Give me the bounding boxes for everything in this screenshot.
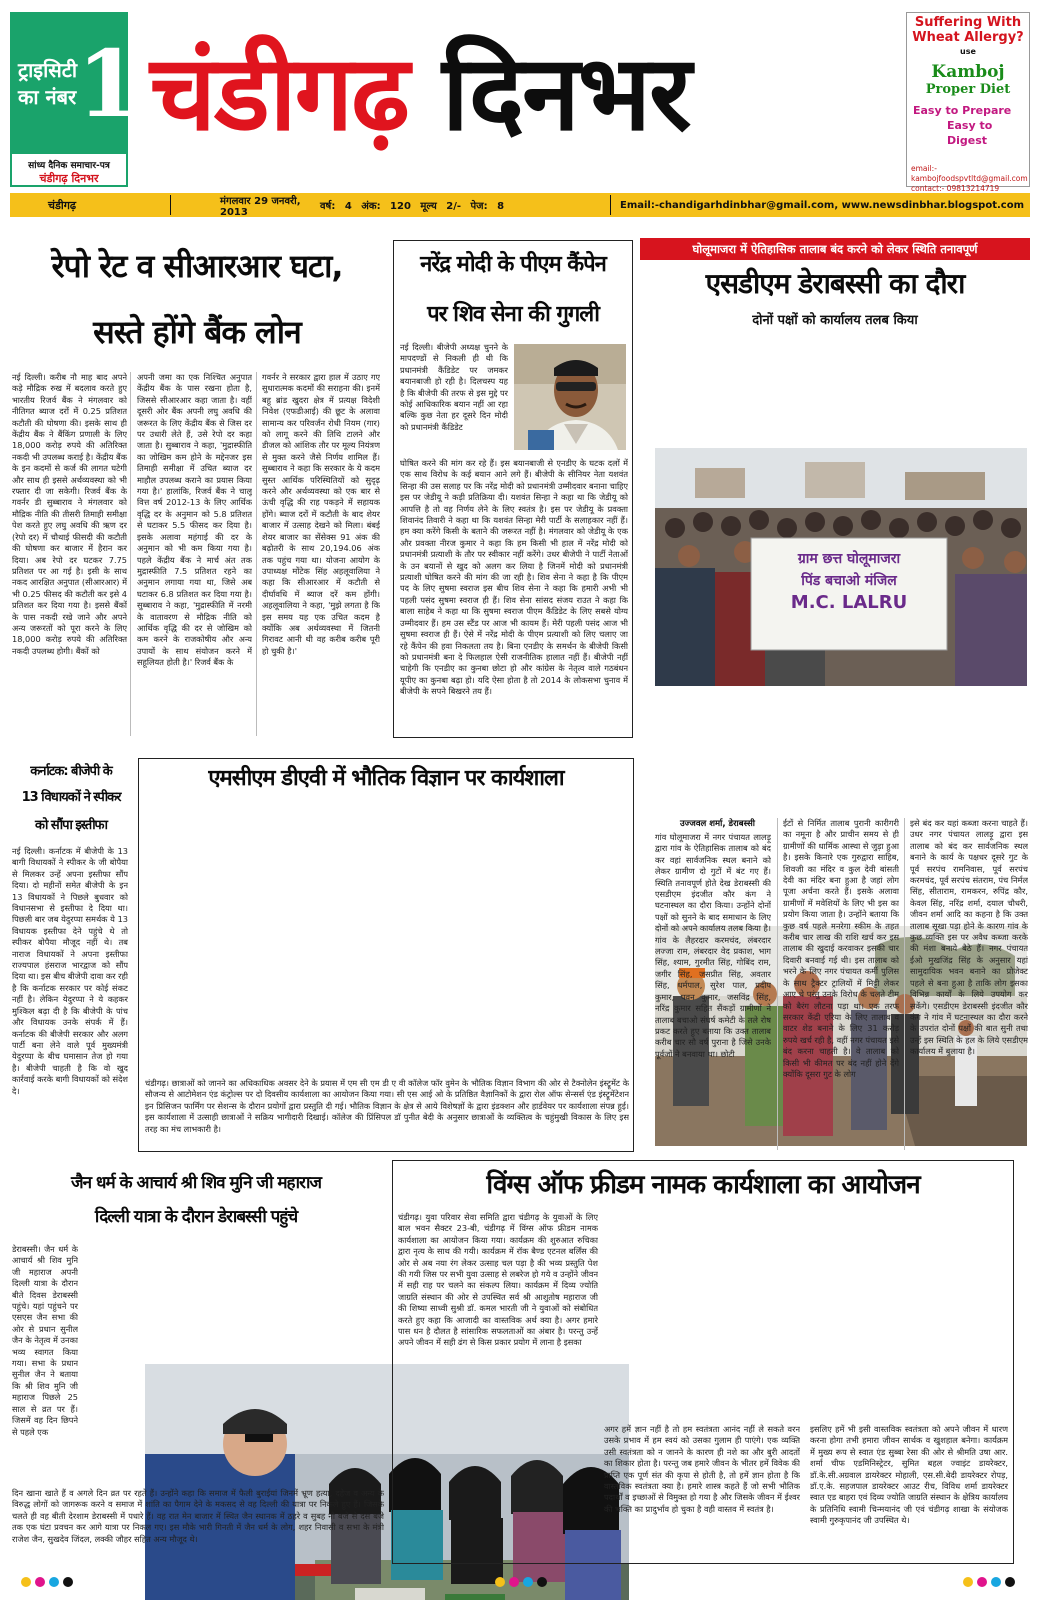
column-rule [904,818,905,1150]
strip-divider [170,195,171,215]
strip-issue-meta: वर्ष: 4 अंक: 120 मूल्य 2/- पेज: 8 [320,201,505,212]
repo-headline-line1: रेपो रेट व सीआरआर घटा, [51,247,343,285]
strip-divider [610,195,611,215]
column-rule [256,372,257,736]
title-chandigarh: चंडीगढ़ [150,32,408,154]
dav-caption: चंडीगढ़। छात्राओं को जानने का अधिकाधिक अवसर देने के प्रयास में एम सी एम डी ए वी कॉलेज फॉर वुमेन के भौतिक विज्ञान विभाग की ओर से टैक्नोलेन इंस्ट्रूमेंट के सौजन्य से आटोमेशन एंड कंट्रोल्स पर दो दिवसीय कार्यशाला का आयोजन किया गया। सी एस आई ओ के प्रतिष्ठित वैज्ञानिकों के द्वारा रोल ऑफ सेन्सर्स एंड इंस्ट्रूमेंटेशन इन प्रिसिजन फार्मिंग पर सेशन्स के दौरान प्रयोगों द्वारा प्रस्तुति दी गई। भौतिक विज्ञान के क्षेत्र से आये विशेषज्ञों के द्वारा इंडक्शन और हार्डवेयर पर कार्यशाला संपन्न हुई। इस कार्यशाला में उत्साही छात्राओं ने सक्रिय भागीदारी दिखाई। कॉलेज की प्रिंसिपल डॉ पुनीत बेदी के अनुसार छात्राओं के व्यक्तित्व के चहुंमुखी विकास के लिए इस तरह का मंच लाभकारी है। [145,1078,629,1134]
jain-headline-line1: जैन धर्म के आचार्य श्री शिव मुनि जी महाराज [71,1173,321,1193]
dera-column-2: ईटों से निर्मित तालाब पुरानी कारीगरी का नमूना है और प्राचीन समय से ही ग्रामीणों की धार्मिक आस्था से जुड़ा हुआ है। इसके किनारे एक गुरुद्वारा साहिब, शिवजी का मंदिर व कुल देवी बांसती देवी का मंदिर बना हुआ है जहां लोग पूजा अर्चना करते हैं। इसके अलावा ग्रामीणों में मवेशियों के लिए भी इस का प्रयोग किया जाता है। उन्होंने बताया कि कुछ वर्ष पहले मनरेगा स्कीम के तहत करीब चार लाख की राशि खर्च कर इस तालाब की खुदाई करवाकर इसकी चार दिवारी बनवाई गई थी। इस तालाब को भरने के लिए नगर पंचायत कर्मी पुलिस के साथ ट्रैक्टर ट्रालियों में मिट्टी लेकर आए थे परंतु उनके विरोध के चलते टीम को बैरंग लौटना पड़ा था। एक तरफ सरकार केंद्री एरिया के लिए तालाब व वाटर शेड बनाने के लिए 31 करोड़ रुपये खर्च रही है, वहीं नगर पंचायत इसे बंद करना चाहती है। वे तालाब को किसी भी कीमत पर बंद नहीं होने देंगे क्योंकि दूसरा गुट के लोग [783,818,899,1079]
dera-kicker: घोलूमाजरा में ऐतिहासिक तालाब बंद करने को लेकर स्थिति तनावपूर्ण [640,238,1030,260]
badge-paper-name: चंडीगढ़ दिनभर [39,172,99,185]
strip-date: मंगलवार 29 जनवरी, 2013 [220,195,301,218]
wings-headline: विंग्स ऑफ फ्रीडम नामक कार्यशाला का आयोजन [486,1170,920,1200]
jain-headline-line2: दिल्ली यात्रा के दौरान डेराबस्सी पहुंचे [94,1207,298,1227]
sanjay-raut-photo [514,344,626,450]
trichity-number-one-badge [10,12,142,187]
column-rule [777,818,778,1150]
wings-column-1: चंडीगढ़। युवा परिवार सेवा समिति द्वारा चंडीगढ़ के युवाओं के लिए बाल भवन सैक्टर 23-बी, चंडीगढ़ में विंग्स ऑफ फ्रीडम नामक कार्यशाला का आयोजन किया गया। कार्यक्रम की शुरुआत रुचिका द्वारा नृत्य के साथ की गयी। कार्यक्रम में रॉक बैण्ड एटनल बर्लिंस की ओर से अब नया रंग लेकर उत्साह चल पड़ा है की भव्य प्रस्तुति पेश की गयी जिस पर सभी युवा उत्साह से लबरेज हो गये व उन्होंने जीवन में सही राह पर चलने का संकल्प लिया। कार्यक्रम में दिव्य ज्योति जाग्रति संस्थान की ओर से उपस्थित सर्व श्री आशुतोष महाराज जी की शिष्या साध्वी सुश्री डॉ. कमल भारती जी ने युवाओं को संबोधित करते हुए कहा कि आजादी का वास्तविक अर्थ क्या है। अगर हमारे पास धन है दौलत है सांसारिक सफलताओं का अंबार है। परन्तु उन्हें अपने जीवन में सही ढंग से किस प्रकार प्रयोग में लाना है इसका [398,1212,598,1348]
modi-intro: नई दिल्ली। बीजेपी अध्यक्ष चुनने के मापदण्डों से निकली ही थी कि प्रधानमंत्री कैंडिडेट पर जमकर बयानबाजी हो रही है। दिलचस्प यह है कि बीजेपी की तरफ से इस मुद्दे पर कोई आधिकारिक बयान नहीं आ रहा बल्कि कुछ नेता हर दूसरे दिन मोदी को प्रधानमंत्री कैंडिडेट [400,342,508,432]
jain-bottom-text: दिन खाना खाते हैं व अगले दिन व्रत पर रहते हैं। उन्होंने कहा कि समाज में फैली बुराईयां जिनमें भ्रूण हत्या, दहेज व अन्य के विरुद्ध लोगों को जागरूक करने व समाज में शांति का पैगाम देने के मकसद से वह दिल्ली की यात्रा पर निकले हुए हैं। जिसके चलते ही वह बीती देरशाम डेराबस्सी में पधारे हैं। वह रात मेन बाजार में स्थित जैन स्थानक में ठहरे व सुबह नौ बजे से दस बजे तक एक घंटा प्रवचन कर आगे यात्रा पर निकल गए। इस मौके भारी गिनती में जैन धर्म के लोग, शहर निवासी व सभा के मंत्री राजेश जैन, सुखदेव जिंदल, लक्की जौहर सहित अन्य मौजूद थे। [12,1488,384,1544]
date-strip [10,193,1030,217]
ad-tag-prepare: Easy to Prepare [913,104,1012,117]
repo-column-3: गवर्नर ने सरकार द्वारा हाल में उठाए गए सुधारात्मक कदमों की सराहना की। इनमें बहु ब्रांड खुदरा क्षेत्र में प्रत्यक्ष विदेशी निवेश (एफडीआई) की छूट के अलावा सामान्य कर परिवर्जन रोधी नियम (गार) को लागू करने की तिथि टालने और डीजल को आंशिक तौर पर मूल्य नियंत्रण से मुक्त करने जैसे निर्णय शामिल हैं। सुब्बाराव ने कहा कि सरकार के ये कदम सुस्त आर्थिक परिस्थितियों को सुदृढ़ करने और अर्थव्यवस्था को एक बार से ऊंची वृद्धि की राह पकड़ने में सहायक होंगे। ब्याज दरों में कटौती के बाद शेयर बाजार में उत्साह देखने को मिला। बंबई शेयर बाजार का सेंसेक्स 91 अंक की बढ़ोतरी के साथ 20,194.06 अंक तक पहुंच गया था। योजना आयोग के उपाध्यक्ष मोंटेक सिंह अहलूवालिया ने कहा कि सीआरआर में कटौती से दीर्घावधि में ब्याज दरें कम होंगी। अहलूवालिया ने कहा, 'मुझे लगता है कि इस समय यह एक उचित कदम है क्योंकि अब अर्थव्यवस्था में जितनी गिरावट आनी थी वह करीब करीब पूरी हो चुकी है।' [262,372,380,656]
dav-headline: एमसीएम डीएवी में भौतिक विज्ञान पर कार्यशाला [208,766,564,791]
banner-text-line3: M.C. LALRU [790,592,908,613]
badge-words: ट्राइसिटी का नंबर [18,58,78,109]
karnataka-headline-line2: 13 विधायकों ने स्पीकर [21,790,121,805]
dera-byline: उज्जवल शर्मा, डेराबस्सी [680,819,755,829]
modi-headline-line1: नरेंद्र मोदी के पीएम कैंपेन [420,252,606,277]
ad-contact: contact:- 09813214719 [911,184,1000,193]
karnataka-body: नई दिल्ली। कर्नाटक में बीजेपी के 13 बागी विधायकों ने स्पीकर के जी बोपैया से मिलकर उन्हें अपना इस्तीफा सौंप दिया। दो महीनों समेत बीजेपी के इन 13 विधायकों ने पिछले बुधवार को विधानसभा से इस्तीफा दे दिया था। पिछली बार जब येदुरप्पा समर्थक ये 13 विधायक इस्तीफा देने पहुंचे थे तो स्पीकर बोपैया मौजूद नहीं थे। तब नाराज विधायकों ने अपना इस्तीफा राज्यपाल हंसराज भारद्वाज को सौंप दिया था। इस बीच बीजेपी दावा कर रही है कि कर्नाटक सरकार पर कोई संकट नहीं है। लेकिन येदुरप्पा ने ये कहकर मुश्किल बढ़ा दी है कि बीजेपी के पांच और विधायक उनके संपर्क में हैं। कर्नाटक की बीजेपी सरकार और अलग पार्टी बना लेने वाले पूर्व मुख्यमंत्री येदुरप्पा के बीच घमासान तेज हो गया है। बीजेपी चाहती है कि वो खुद कार्रवाई करके बागी विधायकों को संदेश दे। [12,846,128,1096]
modi-headline-line2: पर शिव सेना की गुगली [427,302,599,327]
dera-headline: एसडीएम डेराबस्सी का दौरा [705,267,965,300]
banner-text-line1: ग्राम छत्त घोलूमाजरा [797,551,901,567]
strip-city: चंडीगढ़ [48,198,77,212]
ad-headline: Suffering With Wheat Allergy? [912,15,1024,45]
dera-column-3: इसे बंद कर यहां कब्जा करना चाहते हैं। उधर नगर पंचायत लालड़ू द्वारा इस तालाब को बंद कर सार्वजनिक स्थल बनाने के कार्य के पक्षधर दूसरे गुट के पूर्व सरपंच रामनिवास, पूर्व सरपंच करमचंद, पूर्व सरपंच संतराम, पंच निर्मल सिंह, सीताराम, रामकरन, रुपिंद्र कौर, केवल सिंह, नरिंद्र शर्मा, दयाल चौधरी, जीवन शर्मा आदि का कहना है कि उक्त तालाब सूखा पड़ा होने के कारण गांव के कुछ व्यक्ति इस पर अवैध कब्जा करके की मंशा बनाये बैठे हैं। नगर पंचायत ईओ मुखजिंद्र सिंह के अनुसार यहां सामुदायिक भवन बनाने का प्रोजेक्ट पहले से बना हुआ है ताकि लोग इसका विभिन्न कार्यों के लिये उपयोग कर सकेंगे। एसडीएम डेराबस्सी इंदजीत कौर कंग ने गांव में घटनास्थल का दौरा करने के उपरांत दोनों पक्षों की बात सुनी तथा उन्हें इस स्थिति के हल के लिये एसडीएम कार्यालय में बुलाया है। [910,818,1028,1057]
protest-photo [655,448,1027,686]
newspaper-title [150,28,880,158]
badge-subtitle: सांध्य दैनिक समाचार-पत्र [28,161,110,171]
repo-column-1: नई दिल्ली। करीब नौ माह बाद अपने कड़े मौद्रिक रुख में बदलाव करते हुए भारतीय रिजर्व बैंक ने मंगलवार को नीतिगत ब्याज दरों में 0.25 प्रतिशत कटौती की घोषणा की। इसके साथ ही केंद्रीय बैंक ने बैंकिंग प्रणाली के लिए 18,000 करोड़ रुपये की अतिरिक्त नकदी भी उपलब्ध कराई है। केंद्रीय बैंक के इन कदमों से कर्ज की लागत घटेगी और साथ ही इससे अर्थव्यवस्था को भी रफ्तार दी जा सकेगी। रिजर्व बैंक के गवर्नर डी सुब्बाराव ने मंगलवार को मौद्रिक नीति की तीसरी तिमाही समीक्षा पेश करते हुए लघु अवधि की ऋण दर (रेपो दर) में चौथाई फीसदी की कटौती की घोषणा कर बाजार में हैरान कर दिया। अब रेपो दर घटकर 7.75 प्रतिशत पर आ गई है। इसी के साथ नकद आरक्षित अनुपात (सीआरआर) में भी 0.25 फीसद की कटौती कर इसे 4 प्रतिशत कर दिया गया है। इससे बैंकों के पास नकदी रखे जाने और अपने अन्य जरूरतों को पूरा करने के लिए 18,000 करोड़ रुपये की अतिरिक्त नकदी उपलब्ध होगी। बैंकों को [12,372,127,656]
dera-column-1: गांव घोलूमाजरा में नगर पंचायत लालड़ू द्वारा गांव के ऐतिहासिक तालाब को बंद कर वहां सार्वजनिक स्थल बनाने को लेकर ग्रामीण दो गुटों में बंट गए हैं। स्थिति तनावपूर्ण होते देख डेराबस्सी की एसडीएम इंदजीत कौर कंग ने घटनास्थल का दौरा किया। उन्होंने दोनों पक्षों को सुनने के बाद समाधान के लिए दोनों को अपने कार्यालय तलब किया है। गांव के लैहरदार करमचंद, लंबरदार लज्जा राम, लंबरदार वेद प्रकाश, भाग सिंह, श्याम, गुरमीत सिंह, गोबिंद राम, जगीर सिंह, जसप्रीत सिंह, अवतार सिंह, धर्मपाल, सुरेश पाल, प्रदीप कुमार, पवन कुमार, जसविंद्र सिंह, नरिंद्र कुमार सहित सैंकड़ों ग्रामीणों ने तालाब बचाओ संघर्ष कमेटी के तले रोष प्रकट करते हुए बताया कि उक्त तालाब करीब चार सौ वर्ष पुराना है जिसे उनके पूर्वजों ने बनवाया था। छोटी [655,832,771,1059]
karnataka-headline-line1: कर्नाटक: बीजेपी के [30,764,112,779]
registration-marks [0,1572,1039,1592]
repo-headline-line2: सस्ते होंगे बैंक लोन [93,313,301,351]
badge-number: 1 [77,30,142,138]
modi-body: घोषित करने की मांग कर रहे हैं। इस बयानबाजी से एनडीए के घटक दलों में एक साथ विरोध के कई बयान आने लगे हैं। बीजेपी के सीनियर नेता यशवंत सिन्हा की उस सलाह पर कि नरेंद्र मोदी को प्रधानमंत्री उम्मीदवार बनाना चाहिए इस पर जेडीयू ने कड़ी प्रतिक्रिया दी। यशवंत सिन्हा ने कहा था कि जेडीयू को आपत्ति है तो वह निर्णय लेने के लिए स्वतंत्र है। इस पर जेडीयू के प्रवक्ता शिवानंद तिवारी ने कहा था कि यशवंत सिन्हा मेरी पार्टी के सलाहकार नहीं हैं। हम क्या करेंगे किसी के बताने की जरूरत नहीं है। मंगलवार को जेडीयू के एक और प्रवक्ता नीरज कुमार ने कहा कि हम किसी भी हाल में नरेंद्र मोदी को प्रधानमंत्री प्रत्याशी के तौर पर स्वीकार नहीं करेंगे। उधर बीजेपी ने पार्टी नेताओं के उन बयानों से खुद को अलग कर लिया है जिनमें मोदी को प्रधानमंत्री प्रत्याशी घोषित करने की मांग की जा रही है। शिव सेना ने कहा है कि पीएम पद के लिए सुषमा स्वराज इस बीच शिव सेना ने कहा कि हमारी अभी भी पहली पसंद सुषमा स्वराज ही हैं। शिव सेना सांसद संजय राउत ने कहा कि बाला साहेब ने कहा था कि सुषमा स्वराज पीएम कैंडिडेट के लिए सबसे योग्य उम्मीदवार हैं। हम उस स्टैंड पर आज भी कायम हैं। मेरी पहली पसंद आज भी सुषमा स्वराज ही हैं। ऐसे में नरेंद्र मोदी के पीएम प्रत्याशी को लिए चलाए जा रहे कैंपेन की हवा निकलता तय है। बिना एनडीए के समर्थन के बीजेपी किसी को प्रधानमंत्री बना दे फिलहाल ऐसी राजनीतिक हालात नहीं हैं। बीजेपी नहीं चाहेगी कि एनडीए का कुनबा छोटा हो और कांग्रेस के नेतृत्व वाले गठबंधन यूपीए का कुनबा बढ़ा हो। यदि ऐसा होता है तो 2014 के लोकसभा चुनाव में बीजेपी के सपने बिखरने तय हैं। [400,458,628,697]
portrait-photo [514,344,626,450]
ad-tag-digest: Easy to Digest [947,119,993,147]
jain-column: डेराबस्सी। जैन धर्म के आचार्य श्री शिव मुनि जी महाराज अपनी दिल्ली यात्रा के दौरान बीते दिवस डेराबस्सी पहुंचे। यहां पहुंचने पर एसएस जैन सभा की ओर से प्रधान सुनील जैन के नेतृत्व में उनका भव्य स्वागत किया गया। सभा के प्रधान सुनील जैन ने बताया कि श्री शिव मुनि जी महाराज पिछले 25 साल से व्रत पर हैं। जिसमें वह दिन छिपने से पहले एक [12,1244,78,1437]
dera-subhead: दोनों पक्षों को कार्यालय तलब किया [752,313,918,328]
repo-column-2: अपनी जमा का एक निश्चित अनुपात केंद्रीय बैंक के पास रखना होता है, जिससे सीआरआर कहा जाता है। वहीं दूसरी ओर बैंक अपनी लघु अवधि की जरूरत के लिए केंद्रीय बैंक से जिस दर पर उधारी लेते हैं, उसे रेपो दर कहा जाता है। सुब्बाराव ने कहा, 'मुद्रास्फीति का जोखिम कम होने के मद्देनजर इस तिमाही समीक्षा में उचित ब्याज दर माहौल उपलब्ध कराने का प्रयास किया गया है।' हालांकि, रिजर्व बैंक ने चालू वित्त वर्ष 2012-13 के लिए आर्थिक वृद्धि दर के अनुमान को 5.8 प्रतिशत से घटाकर 5.5 फीसद कर दिया है। इसके अलावा महंगाई की दर के अनुमान को भी कम किया गया है। पहले केंद्रीय बैंक ने मार्च अंत तक मुद्रास्फीति 7.5 प्रतिशत रहने का अनुमान लगाया गया था, जिसे अब घटाकर 6.8 प्रतिशत कर दिया गया है। सुब्बाराव ने कहा, 'मुद्रास्फीति में नरमी के वातावरण से मौद्रिक नीति को आर्थिक वृद्धि की दर से जोखिम को कम करने के राजकोषीय और अन्य उपायों के साथ संयोजन करने में सहूलियत होती है।' रिजर्व बैंक के [137,372,252,668]
wings-column-2: अगर हमें ज्ञान नहीं है तो हम स्वतंत्रता आनंद नहीं ले सकते वरन उसके प्रभाव में हम स्वयं को उसका गुलाम ही पाएंगे। एक व्यक्ति उसी स्वतंत्रता को न जानने के कारण ही नशे का और बुरी आदतों का शिकार होता है। परन्तु जब हमारे जीवन के भीतर हमें विवेक की प्राप्ति एक पूर्ण संत की कृपा से होती है, तो हमें ज्ञान होता है कि वास्तविक स्वतंत्रता क्या है। हमारे शास्त्र कहते हैं जो सभी भौतिक पदार्थों व इच्छाओं से विमुक्त हो गया है और जिसके जीवन में ईश्वर की भक्ति का प्रादुर्भाव हो चुका है वही वास्तव में स्वतंत्र है। [604,1424,800,1514]
wings-column-3: इसलिए हमें भी इसी वास्तविक स्वतंत्रता को अपने जीवन में धारण करना होगा तभी हमारा जीवन सार्थक व खुशहाल बनेगा। कार्यक्रम में मुख्य रूप से स्वात एंड सुब्बा रेसा की ओर से श्रीमति उषा आर. शर्मा चीफ एडमिनिस्ट्रेटर, सुमित बहल ज्वाइंट डायरेक्टर, डॉ.के.सी.अग्रवाल डायरेक्टर मोहाली, एस.सी.बेदी डायरेक्टर रोपड़, डॉ.ए.के. सहजपाल डायरेक्टर आउट रीच, विविध शर्मा डायरेक्टर स्वात एड बाहरा एवं दिव्य ज्योति जाग्रति संस्थान के क्षेत्रिय कार्यालय के प्रतिनिधि स्वामी चिन्मयानंद जी एवं चंडीगढ़ शाखा के संयोजक स्वामी गुरुकृपानंद जी उपस्थित थे। [810,1424,1008,1526]
ad-product: Proper Diet [925,82,1011,97]
ad-use: use [960,47,976,56]
column-rule [130,372,131,736]
title-dinbhar: दिनभर [441,32,690,154]
kamboj-advertisement [906,12,1030,193]
ad-email: email:-kambojfoodspvtltd@gmail.com [911,164,1028,183]
strip-email: Email:-chandigarhdinbhar@gmail.com, www.newsdinbhar.blogspot.com [620,199,1024,211]
karnataka-headline-line3: को सौंपा इस्तीफा [35,818,107,833]
banner-text-line2: पिंड बचाओ मंजिल [801,573,897,589]
ad-brand: Kamboj [931,62,1005,82]
